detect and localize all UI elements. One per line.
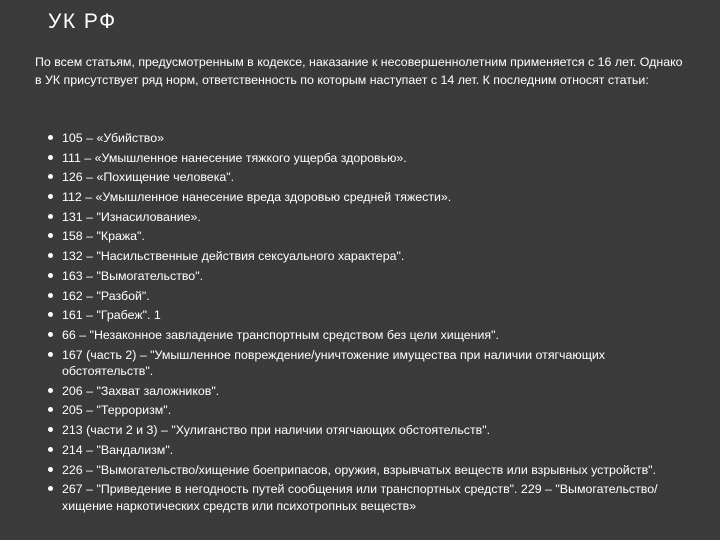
bullet-icon [48,447,53,452]
list-item [48,422,668,439]
list-item-text: 112 – «Умышленное нанесение вреда здоровью средней тяжести». [62,190,452,205]
bullet-icon [48,352,53,357]
list-item-text: 161 – "Грабеж". 1 [62,308,161,323]
list-item-text: 158 – "Кража". [62,229,145,244]
list-item [48,209,668,226]
list-item [48,268,668,285]
list-item [48,462,668,479]
list-item-text: 163 – "Вымогательство". [62,268,204,283]
list-item-text: 205 – "Терроризм". [62,403,172,418]
list-item [48,481,668,514]
bullet-icon [48,135,53,140]
bullet-icon [48,174,53,179]
bullet-icon [48,253,53,258]
bullet-icon [48,388,53,393]
list-item [48,150,668,167]
list-item [48,327,668,344]
list-item-text: 206 – "Захват заложников". [62,383,220,398]
bullet-icon [48,427,53,432]
bullet-icon [48,273,53,278]
list-item-text: 132 – "Насильственные действия сексуального характера". [62,249,405,264]
list-item [48,402,668,419]
list-item-text: 126 – «Похищение человека". [62,170,235,185]
list-item-text: 105 – «Убийство» [62,131,164,145]
bullet-icon [48,467,53,472]
list-item [48,442,668,459]
list-item-text: 167 (часть 2) – "Умышленное повреждение/уничтожение имущества при наличии отягчающих обстоятельств". [62,347,606,379]
bullet-icon [48,332,53,337]
bullet-icon [48,293,53,298]
slide-title: УК РФ [48,10,117,33]
list-item [48,383,668,400]
list-item [48,130,668,147]
bullet-icon [48,486,53,491]
list-item-text: 131 – "Изнасилование». [62,209,201,224]
intro-paragraph: По всем статьям, предусмотренным в кодексе, наказание к несовершеннолетним применяется с 16 лет. Однако в УК присутствует ряд норм, ответственность по которым наступает с 14 лет. К последним относят статьи: [35,55,683,87]
list-item-text: 66 – "Незаконное завладение транспортным средством без цели хищения". [62,327,499,342]
bullet-icon [48,155,53,160]
bullet-icon [48,407,53,412]
list-item-text: 162 – "Разбой". [62,288,150,303]
list-item-text: 226 – "Вымогательство/хищение боеприпасов, оружия, взрывчатых веществ или взрывных устройств". [62,462,657,477]
article-list [48,130,668,517]
list-item-text: 214 – "Вандализм". [62,442,174,457]
list-item [48,189,668,206]
list-item-text: 267 – "Приведение в негодность путей сообщения или транспортных средств". 229 – "Вымогательство/хищение наркотических средств или психотропных веществ» [62,482,658,513]
list-item-text: 111 – «Умышленное нанесение тяжкого ущерба здоровью». [62,150,407,165]
bullet-icon [48,194,53,199]
list-item-text: 213 (части 2 и 3) – "Хулиганство при наличии отягчающих обстоятельств". [62,423,491,438]
list-item [48,169,668,186]
list-item [48,288,668,305]
bullet-icon [48,233,53,238]
bullet-icon [48,214,53,219]
list-item [48,248,668,265]
list-item [48,307,668,324]
list-item [48,347,668,380]
bullet-icon [48,312,53,317]
list-item [48,228,668,245]
